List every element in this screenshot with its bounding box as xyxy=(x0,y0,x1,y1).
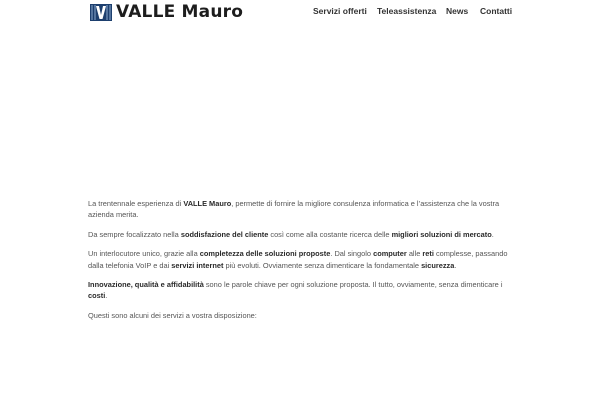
intro-paragraph-customer-focus: Da sempre focalizzato nella soddisfazione del cliente così come alla costante ricerca delle migliori soluzioni di mercato. xyxy=(88,229,494,239)
nav-link-news[interactable]: News xyxy=(446,6,469,16)
nav-link-teleassistenza[interactable]: Teleassistenza xyxy=(377,6,437,16)
intro-content xyxy=(88,198,514,329)
intro-paragraph-solutions: Un interlocutore unico, grazie alla completezza delle soluzioni proposte. Dal singolo computer alle reti complesse, passando dalla telefonia VoIP e dai servizi internet più evoluti. Ovviamente senza dimenticare la fondamentale sicurezza. xyxy=(88,249,508,270)
intro-paragraph-values: Innovazione, qualità e affidabilità sono le parole chiave per ogni soluzione proposta. Il tutto, ovviamente, senza dimenticare i costi. xyxy=(88,280,503,301)
site-header xyxy=(0,0,600,24)
site-logo[interactable] xyxy=(90,2,243,22)
intro-paragraph-experience: La trentennale esperienza di VALLE Mauro, permette di fornire la migliore consulenza informatica e l’assistenza che la vostra azienda merita. xyxy=(88,199,500,220)
valle-logo-mark-icon xyxy=(90,4,112,21)
intro-paragraph-services-lead: Questi sono alcuni dei servizi a vostra disposizione: xyxy=(88,310,257,320)
site-logo-text: VALLE Mauro xyxy=(116,2,244,22)
nav-link-contatti[interactable]: Contatti xyxy=(480,6,513,16)
nav-link-servizi-offerti[interactable]: Servizi offerti xyxy=(313,6,367,16)
